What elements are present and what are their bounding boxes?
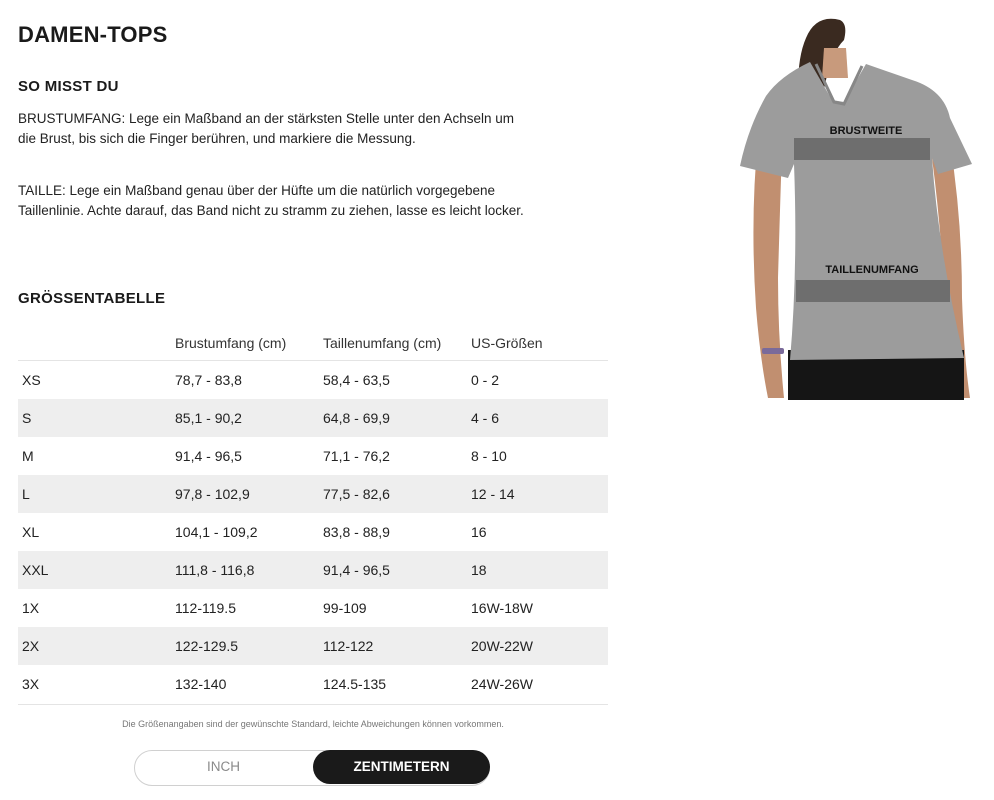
table-row bbox=[18, 551, 608, 589]
cell-size: 2X bbox=[22, 638, 40, 654]
cell-us-size: 0 - 2 bbox=[471, 372, 500, 388]
table-row bbox=[18, 627, 608, 665]
unit-toggle bbox=[134, 750, 490, 786]
cell-waist: 64,8 - 69,9 bbox=[323, 410, 390, 426]
table-bottom-divider bbox=[18, 704, 608, 705]
cell-us-size: 16 bbox=[471, 524, 487, 540]
table-row bbox=[18, 589, 608, 627]
cell-waist: 83,8 - 88,9 bbox=[323, 524, 390, 540]
cell-bust: 85,1 - 90,2 bbox=[175, 410, 242, 426]
cell-size: M bbox=[22, 448, 34, 464]
cell-us-size: 4 - 6 bbox=[471, 410, 500, 426]
cell-size: XS bbox=[22, 372, 41, 388]
cell-bust: 112-119.5 bbox=[175, 600, 236, 616]
column-header-us-size: US-Größen bbox=[471, 326, 608, 361]
cell-size: 3X bbox=[22, 676, 40, 692]
cell-bust: 132-140 bbox=[175, 676, 227, 692]
cell-waist: 71,1 - 76,2 bbox=[323, 448, 390, 464]
cell-bust: 78,7 - 83,8 bbox=[175, 372, 242, 388]
bust-instructions: BRUSTUMFANG: Lege ein Maßband an der stärksten Stelle unter den Achseln um die Brust, bis sich die Finger berühren, und markiere die Messung. bbox=[18, 111, 514, 146]
column-header-bust: Brustumfang (cm) bbox=[175, 326, 323, 361]
cell-waist: 124.5-135 bbox=[323, 676, 387, 692]
cell-us-size: 24W-26W bbox=[471, 676, 533, 692]
cell-us-size: 8 - 10 bbox=[471, 448, 507, 464]
cell-waist: 58,4 - 63,5 bbox=[323, 372, 390, 388]
waist-label: TAILLENUMFANG bbox=[825, 264, 919, 276]
neck-shape bbox=[822, 48, 848, 78]
inch-toggle-button[interactable]: INCH bbox=[207, 759, 240, 774]
bust-label: BRUSTWEITE bbox=[829, 125, 903, 137]
how-to-measure-heading: SO MISST DU bbox=[18, 78, 119, 95]
cell-waist: 112-122 bbox=[323, 638, 374, 654]
table-row bbox=[18, 665, 608, 703]
cell-waist: 91,4 - 96,5 bbox=[323, 562, 390, 578]
cell-waist: 99-109 bbox=[323, 600, 367, 616]
size-table-heading: GRÖSSENTABELLE bbox=[18, 290, 166, 307]
size-table bbox=[18, 326, 608, 703]
waist-instructions: TAILLE: Lege ein Maßband genau über der Hüfte um die natürlich vorgegebene Taillenlinie. Achte darauf, das Band nicht zu stramm zu ziehen, lasse es leicht locker. bbox=[18, 183, 524, 218]
column-header-waist: Taillenumfang (cm) bbox=[323, 326, 471, 361]
size-disclaimer: Die Größenangaben sind der gewünschte Standard, leichte Abweichungen können vorkommen. bbox=[122, 719, 504, 729]
bust-measure-band bbox=[794, 138, 930, 160]
table-row bbox=[18, 437, 608, 475]
cell-size: 1X bbox=[22, 600, 40, 616]
cell-bust: 104,1 - 109,2 bbox=[175, 524, 258, 540]
centimeter-toggle-button[interactable]: ZENTIMETERN bbox=[313, 750, 490, 784]
table-header-row bbox=[18, 326, 608, 361]
cell-size: L bbox=[22, 486, 30, 502]
cell-us-size: 16W-18W bbox=[471, 600, 533, 616]
cell-bust: 91,4 - 96,5 bbox=[175, 448, 242, 464]
table-row bbox=[18, 361, 608, 400]
cell-us-size: 20W-22W bbox=[471, 638, 533, 654]
model-measurement-illustration bbox=[736, 18, 976, 400]
column-header-size bbox=[18, 326, 175, 361]
cell-size: S bbox=[22, 410, 32, 426]
cell-bust: 111,8 - 116,8 bbox=[175, 562, 255, 578]
page-title: DAMEN-TOPS bbox=[18, 22, 168, 47]
cell-us-size: 18 bbox=[471, 562, 487, 578]
table-row bbox=[18, 513, 608, 551]
waist-measure-band bbox=[796, 280, 950, 302]
cell-us-size: 12 - 14 bbox=[471, 486, 515, 502]
cell-bust: 122-129.5 bbox=[175, 638, 239, 654]
cell-bust: 97,8 - 102,9 bbox=[175, 486, 250, 502]
bracelet-shape bbox=[762, 348, 784, 354]
cell-size: XL bbox=[22, 524, 40, 540]
table-row bbox=[18, 399, 608, 437]
cell-size: XXL bbox=[22, 562, 49, 578]
cell-waist: 77,5 - 82,6 bbox=[323, 486, 390, 502]
table-row bbox=[18, 475, 608, 513]
left-arm-shape bbox=[753, 138, 784, 398]
